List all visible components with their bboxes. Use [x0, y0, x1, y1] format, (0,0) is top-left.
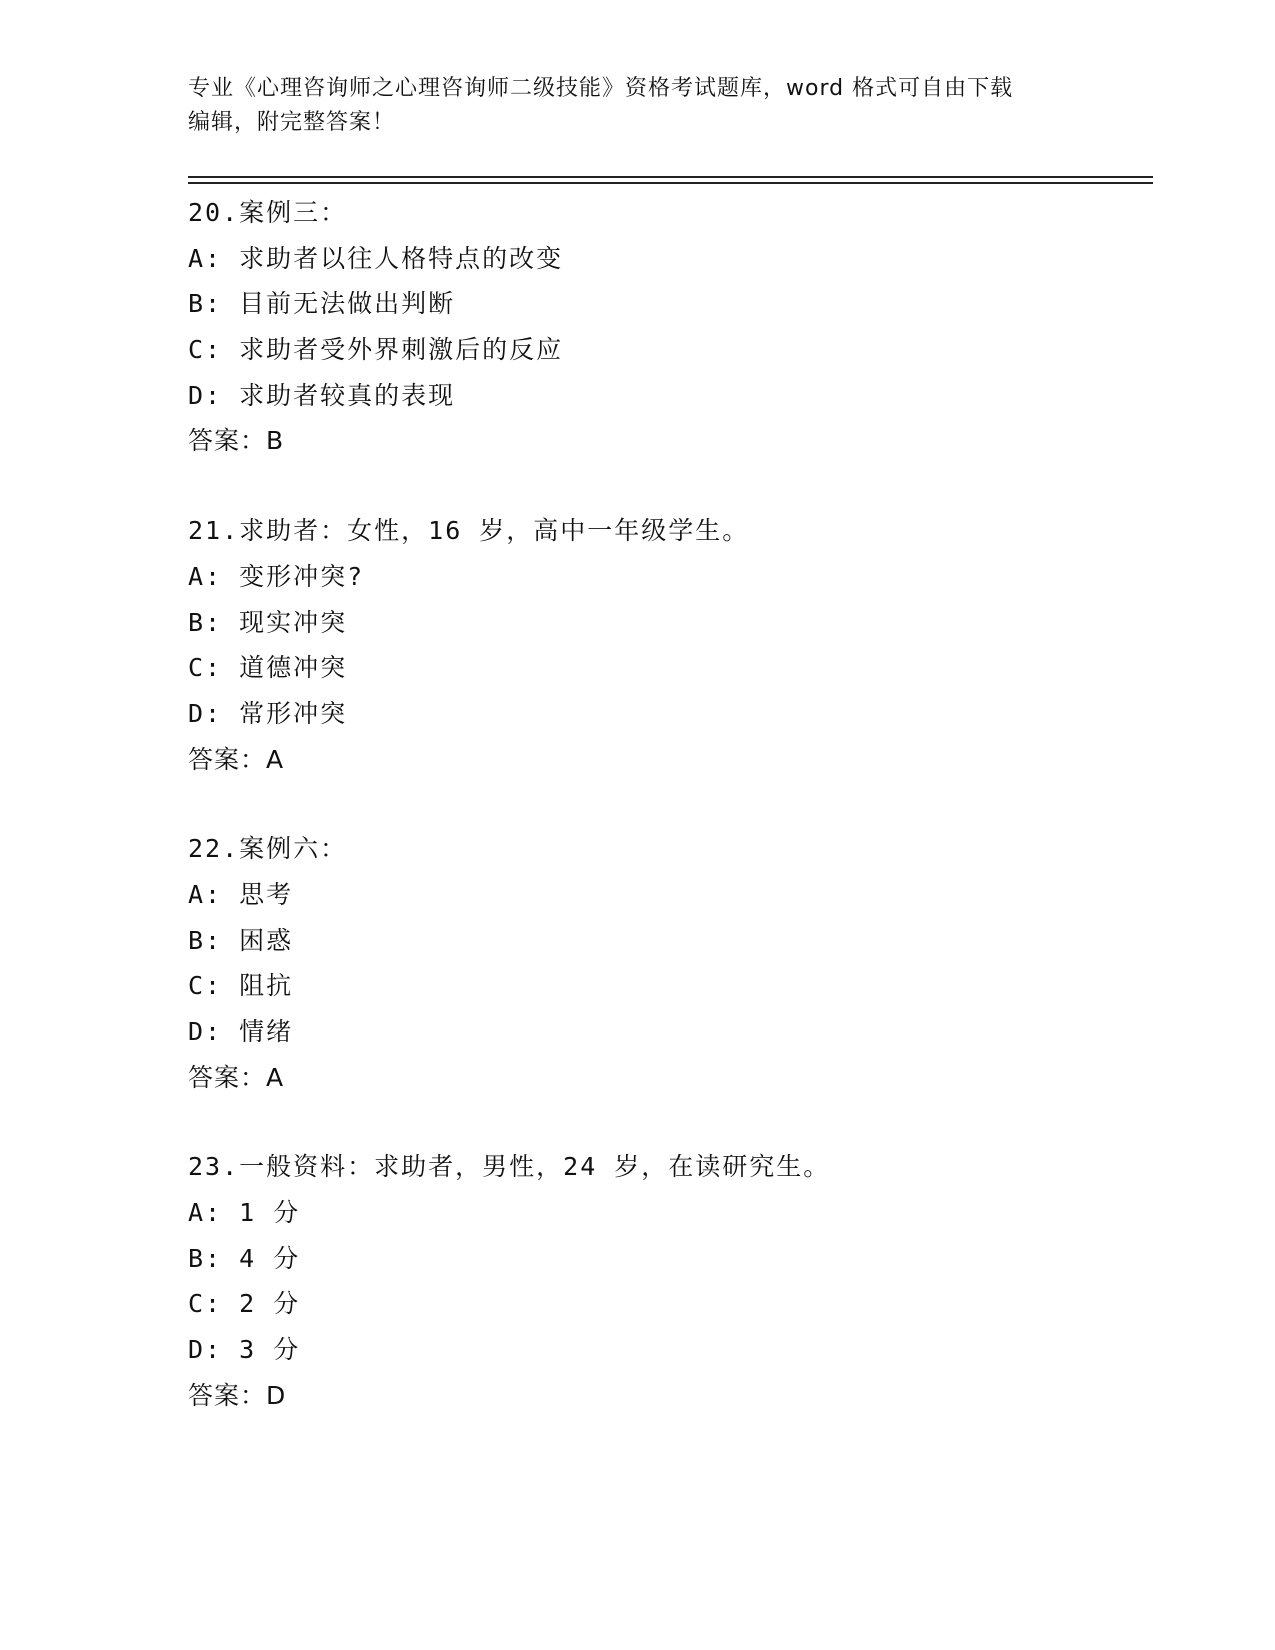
option-c: C: 2 分: [188, 1289, 301, 1319]
header-line-2: 编辑，附完整答案！: [188, 110, 396, 135]
answer-line: 答案：B: [188, 426, 285, 456]
option-d: D: 3 分: [188, 1335, 301, 1365]
question-21: [188, 508, 1148, 782]
option-d: D: 情绪: [188, 1017, 294, 1046]
question-20: [188, 190, 1148, 464]
question-stem: 23.一般资料：求助者，男性，24 岁，在读研究生。: [188, 1152, 831, 1182]
option-a: A: 求助者以往人格特点的改变: [188, 243, 564, 273]
option-b: B: 困惑: [188, 925, 294, 955]
question-stem: 22.案例六：: [188, 834, 348, 864]
option-a: A: 思考: [188, 879, 294, 909]
header-rule-top: [188, 176, 1153, 178]
answer-line: 答案：D: [188, 1380, 287, 1410]
question-list: [188, 190, 1148, 1463]
option-b: B: 目前无法做出判断: [188, 289, 456, 319]
option-b: B: 4 分: [188, 1243, 301, 1273]
header-line-1: 专业《心理咨询师之心理咨询师二级技能》资格考试题库，word 格式可自由下载: [188, 76, 1014, 101]
question-23: [188, 1144, 1148, 1418]
option-c: C: 阻抗: [188, 971, 294, 1001]
option-c: C: 求助者受外界刺激后的反应: [188, 335, 564, 365]
option-d: D: 常形冲突: [188, 698, 348, 728]
question-22: [188, 826, 1148, 1100]
option-c: C: 道德冲突: [188, 653, 348, 683]
answer-line: 答案：A: [188, 1062, 285, 1092]
question-stem: 21.求助者：女性，16 岁，高中一年级学生。: [188, 516, 750, 546]
option-b: B: 现实冲突: [188, 607, 348, 637]
option-a: A: 1 分: [188, 1198, 301, 1228]
header-rule-bottom: [188, 182, 1153, 184]
document-header: [188, 72, 1088, 140]
option-d: D: 求助者较真的表现: [188, 380, 456, 410]
option-a: A: 变形冲突?: [188, 561, 365, 591]
answer-line: 答案：A: [188, 744, 285, 774]
question-stem: 20.案例三：: [188, 198, 348, 227]
